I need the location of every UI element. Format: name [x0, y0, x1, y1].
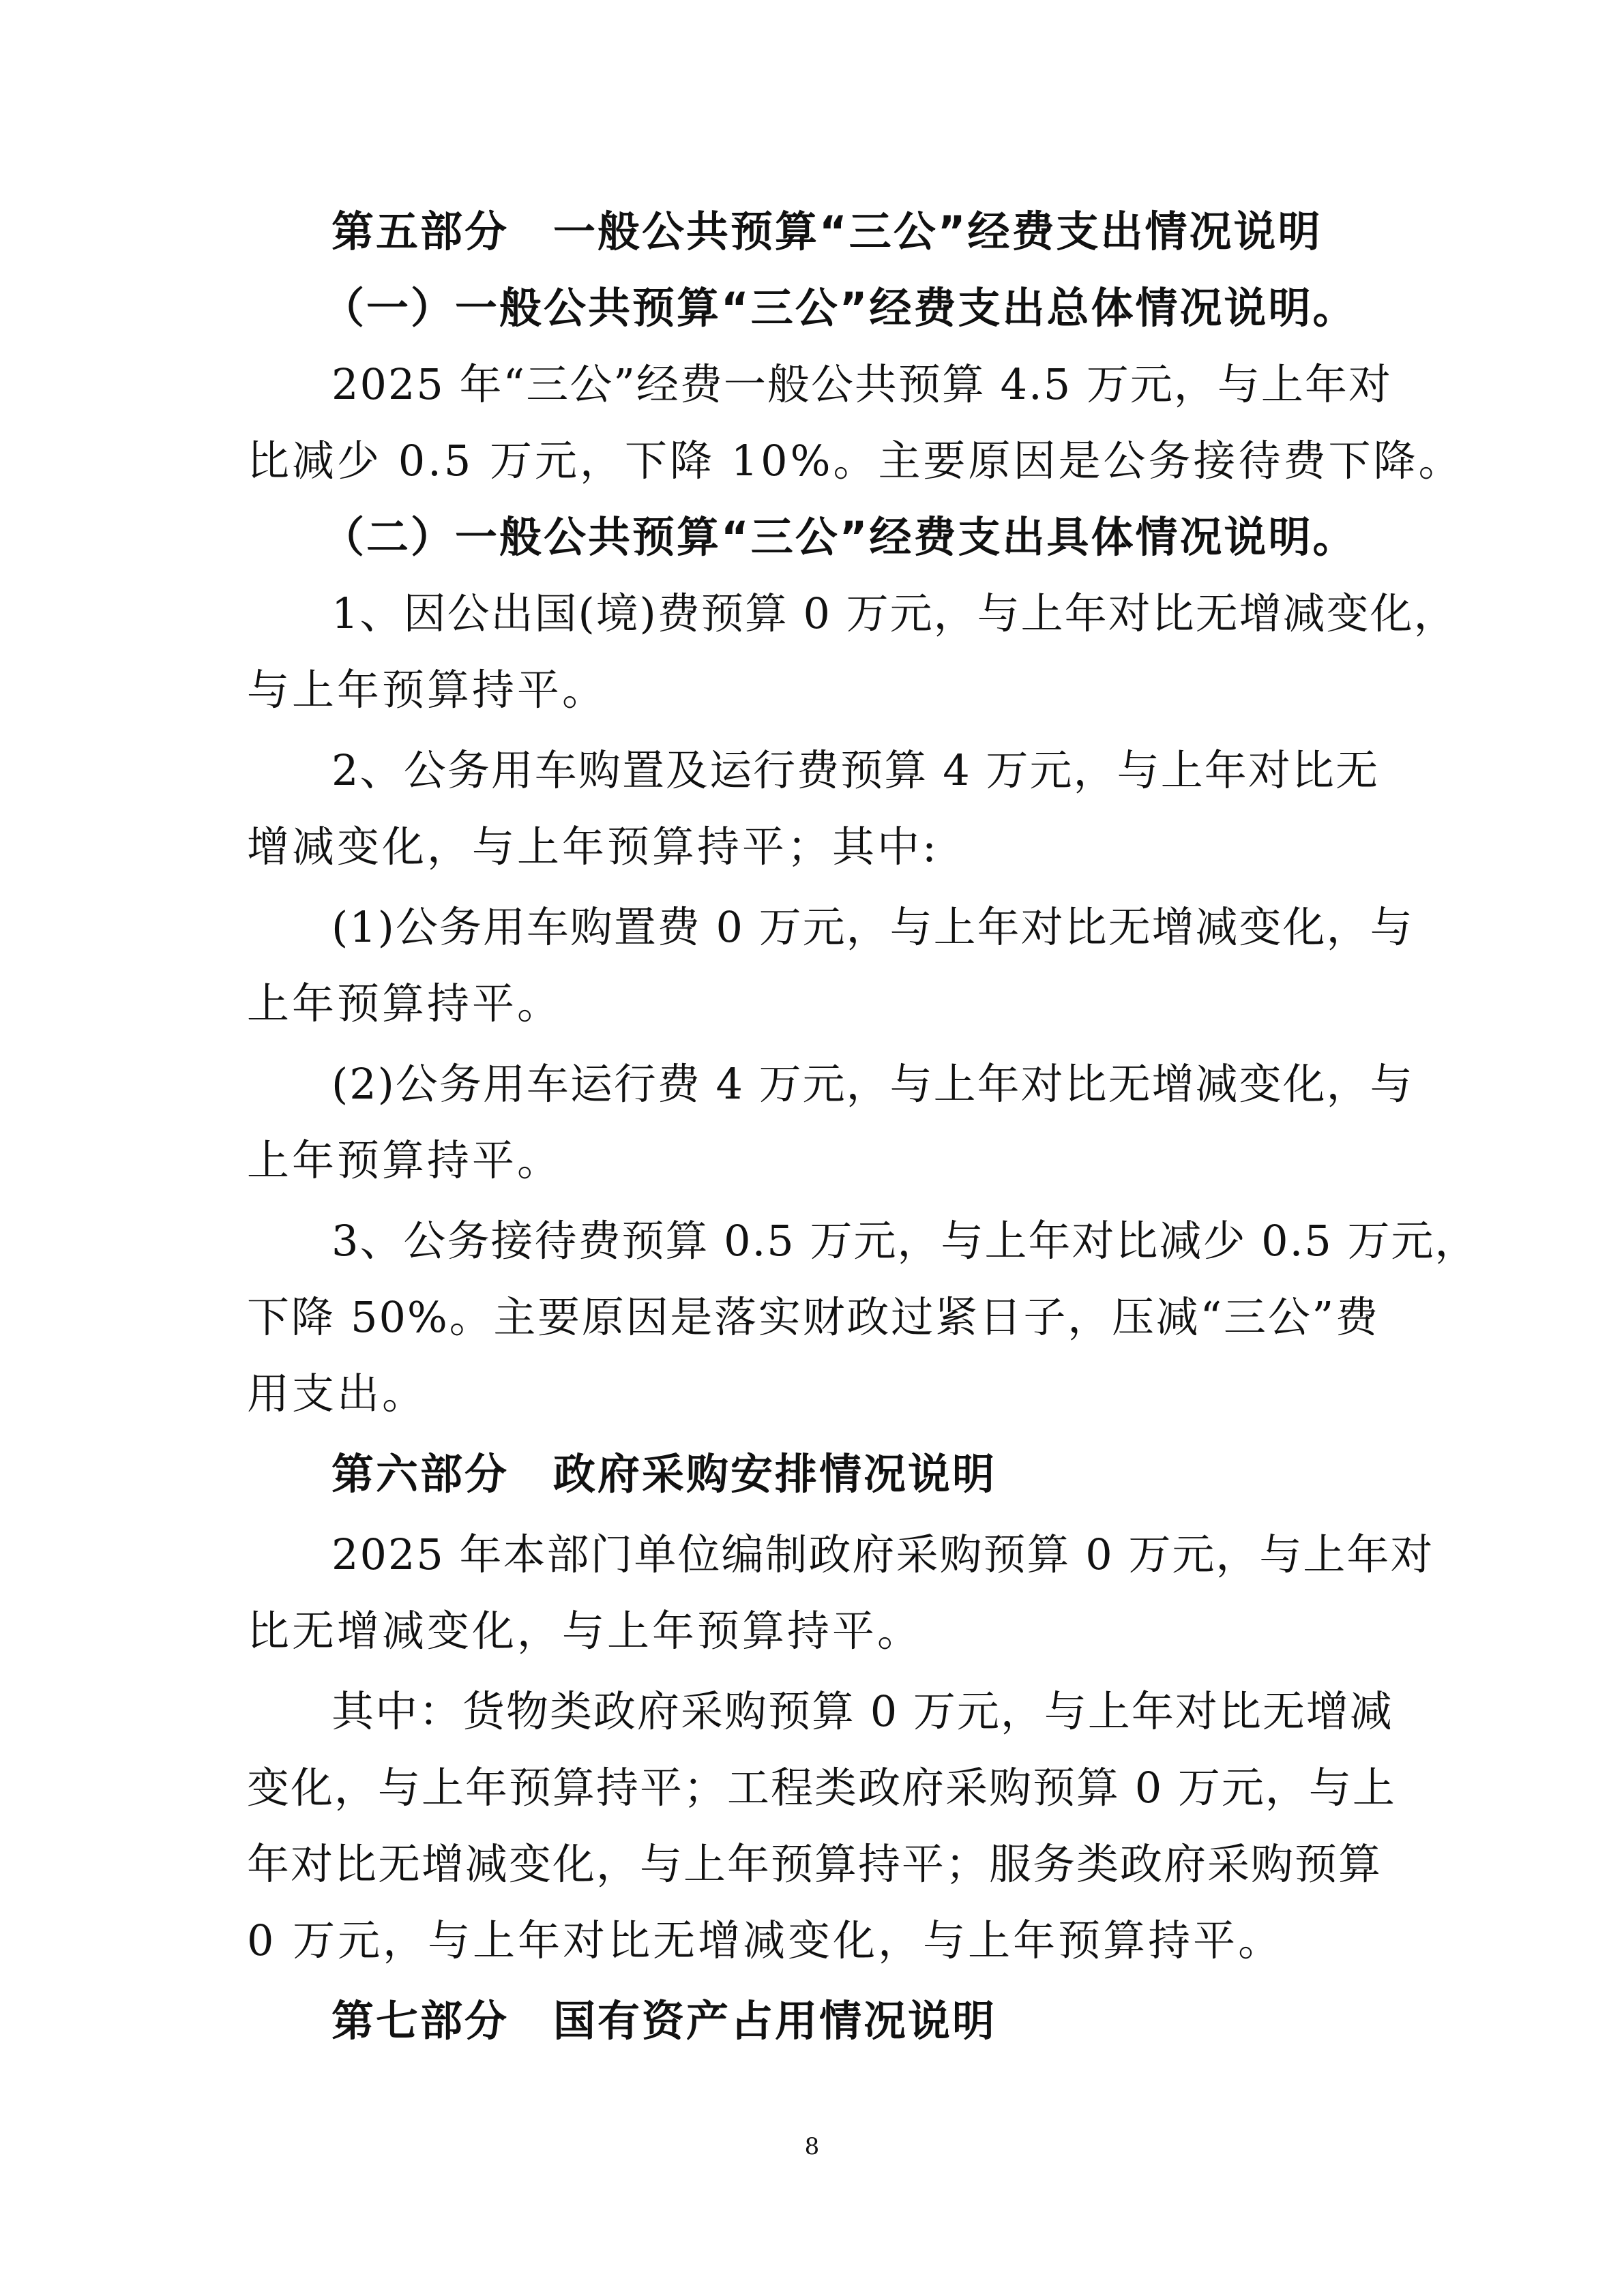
section5-sub1-paragraph-line1: 2025 年“三公”经费一般公共预算 4.5 万元，与上年对 [331, 359, 1392, 409]
page-number: 8 [804, 2133, 820, 2160]
item1-line1: 1、因公出国(境)费预算 0 万元，与上年对比无增减变化， [331, 588, 1458, 638]
section6-paragraph2-line3: 年对比无增减变化，与上年预算持平；服务类政府采购预算 [247, 1839, 1383, 1889]
section6-paragraph2-line1: 其中：货物类政府采购预算 0 万元，与上年对比无增减 [331, 1686, 1393, 1736]
item1-line2: 与上年预算持平。 [247, 665, 608, 715]
section5-sub1-paragraph-line2: 比减少 0.5 万元，下降 10%。主要原因是公务接待费下降。 [247, 436, 1464, 486]
section5-subsection1-title: （一）一般公共预算“三公”经费支出总体情况说明。 [322, 283, 1357, 333]
item2-line2: 增减变化，与上年预算持平；其中: [247, 822, 939, 871]
section5-title: 第五部分 一般公共预算“三公”经费支出情况说明 [331, 207, 1323, 256]
section7-title: 第七部分 国有资产占用情况说明 [331, 1996, 997, 2046]
item2a-line2: 上年预算持平。 [247, 979, 563, 1028]
item2b-line2: 上年预算持平。 [247, 1135, 563, 1185]
section6-paragraph2-line2: 变化，与上年预算持平；工程类政府采购预算 0 万元，与上 [247, 1763, 1396, 1813]
item3-line2: 下降 50%。主要原因是落实财政过紧日子，压减“三公”费 [247, 1292, 1379, 1342]
section6-paragraph1-line2: 比无增减变化，与上年预算持平。 [247, 1606, 923, 1656]
section6-paragraph1-line1: 2025 年本部门单位编制政府采购预算 0 万元，与上年对 [331, 1530, 1434, 1579]
item2a-line1: (1)公务用车购置费 0 万元，与上年对比无增减变化，与 [331, 902, 1414, 952]
item2-line1: 2、公务用车购置及运行费预算 4 万元，与上年对比无 [331, 745, 1379, 795]
section5-subsection2-title: （二）一般公共预算“三公”经费支出具体情况说明。 [322, 512, 1357, 562]
section6-title: 第六部分 政府采购安排情况说明 [331, 1449, 997, 1499]
item2b-line1: (2)公务用车运行费 4 万元，与上年对比无增减变化，与 [331, 1059, 1414, 1109]
item3-line3: 用支出。 [247, 1369, 428, 1418]
item3-line1: 3、公务接待费预算 0.5 万元，与上年对比减少 0.5 万元， [331, 1216, 1479, 1266]
section6-paragraph2-line4: 0 万元，与上年对比无增减变化，与上年预算持平。 [247, 1915, 1284, 1965]
